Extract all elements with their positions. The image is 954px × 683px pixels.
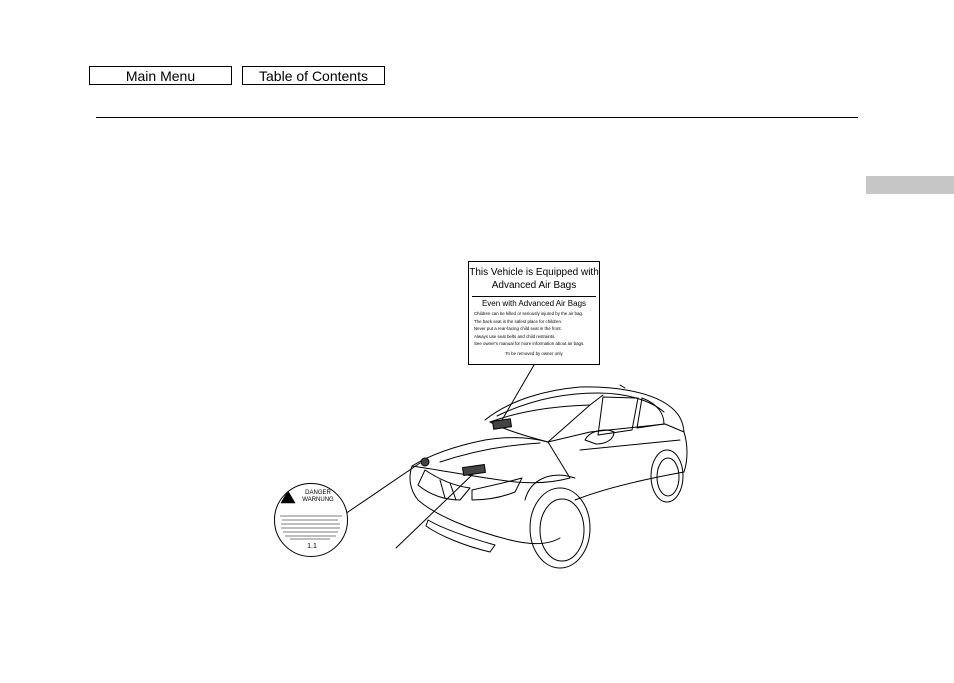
airbag-label-line: Never put a rear-facing child seat in the front.: [474, 326, 562, 331]
radiator-cap-warning-label: [274, 483, 348, 557]
airbag-label-title-line1: This Vehicle is Equipped with: [469, 267, 599, 278]
airbag-warning-label: [468, 261, 600, 365]
seal-line-warnung: WARNUNG: [302, 497, 334, 503]
airbag-label-lines: [469, 308, 599, 348]
airbag-label-title-line2: Advanced Air Bags: [491, 280, 577, 291]
airbag-label-line: The back seat is the safest place for children.: [474, 318, 563, 324]
seal-line-value: 1.1: [307, 543, 317, 550]
airbag-label-divider: [472, 296, 596, 297]
airbag-label-subtitle: Even with Advanced Air Bags: [481, 299, 587, 308]
table-of-contents-button[interactable]: Table of Contents: [242, 66, 385, 85]
main-menu-button[interactable]: Main Menu: [89, 66, 232, 85]
airbag-label-footer: To be removed by owner only: [505, 350, 563, 356]
warning-triangle-icon: [281, 491, 295, 503]
airbag-label-line: See owner's manual for more information about air bags.: [474, 341, 585, 346]
seal-line-danger: DANGER: [305, 490, 331, 496]
airbag-label-line: Always use seat belts and child restraints.: [474, 333, 556, 339]
airbag-label-line: Children can be killed or seriously injured by the air bag.: [474, 311, 584, 316]
